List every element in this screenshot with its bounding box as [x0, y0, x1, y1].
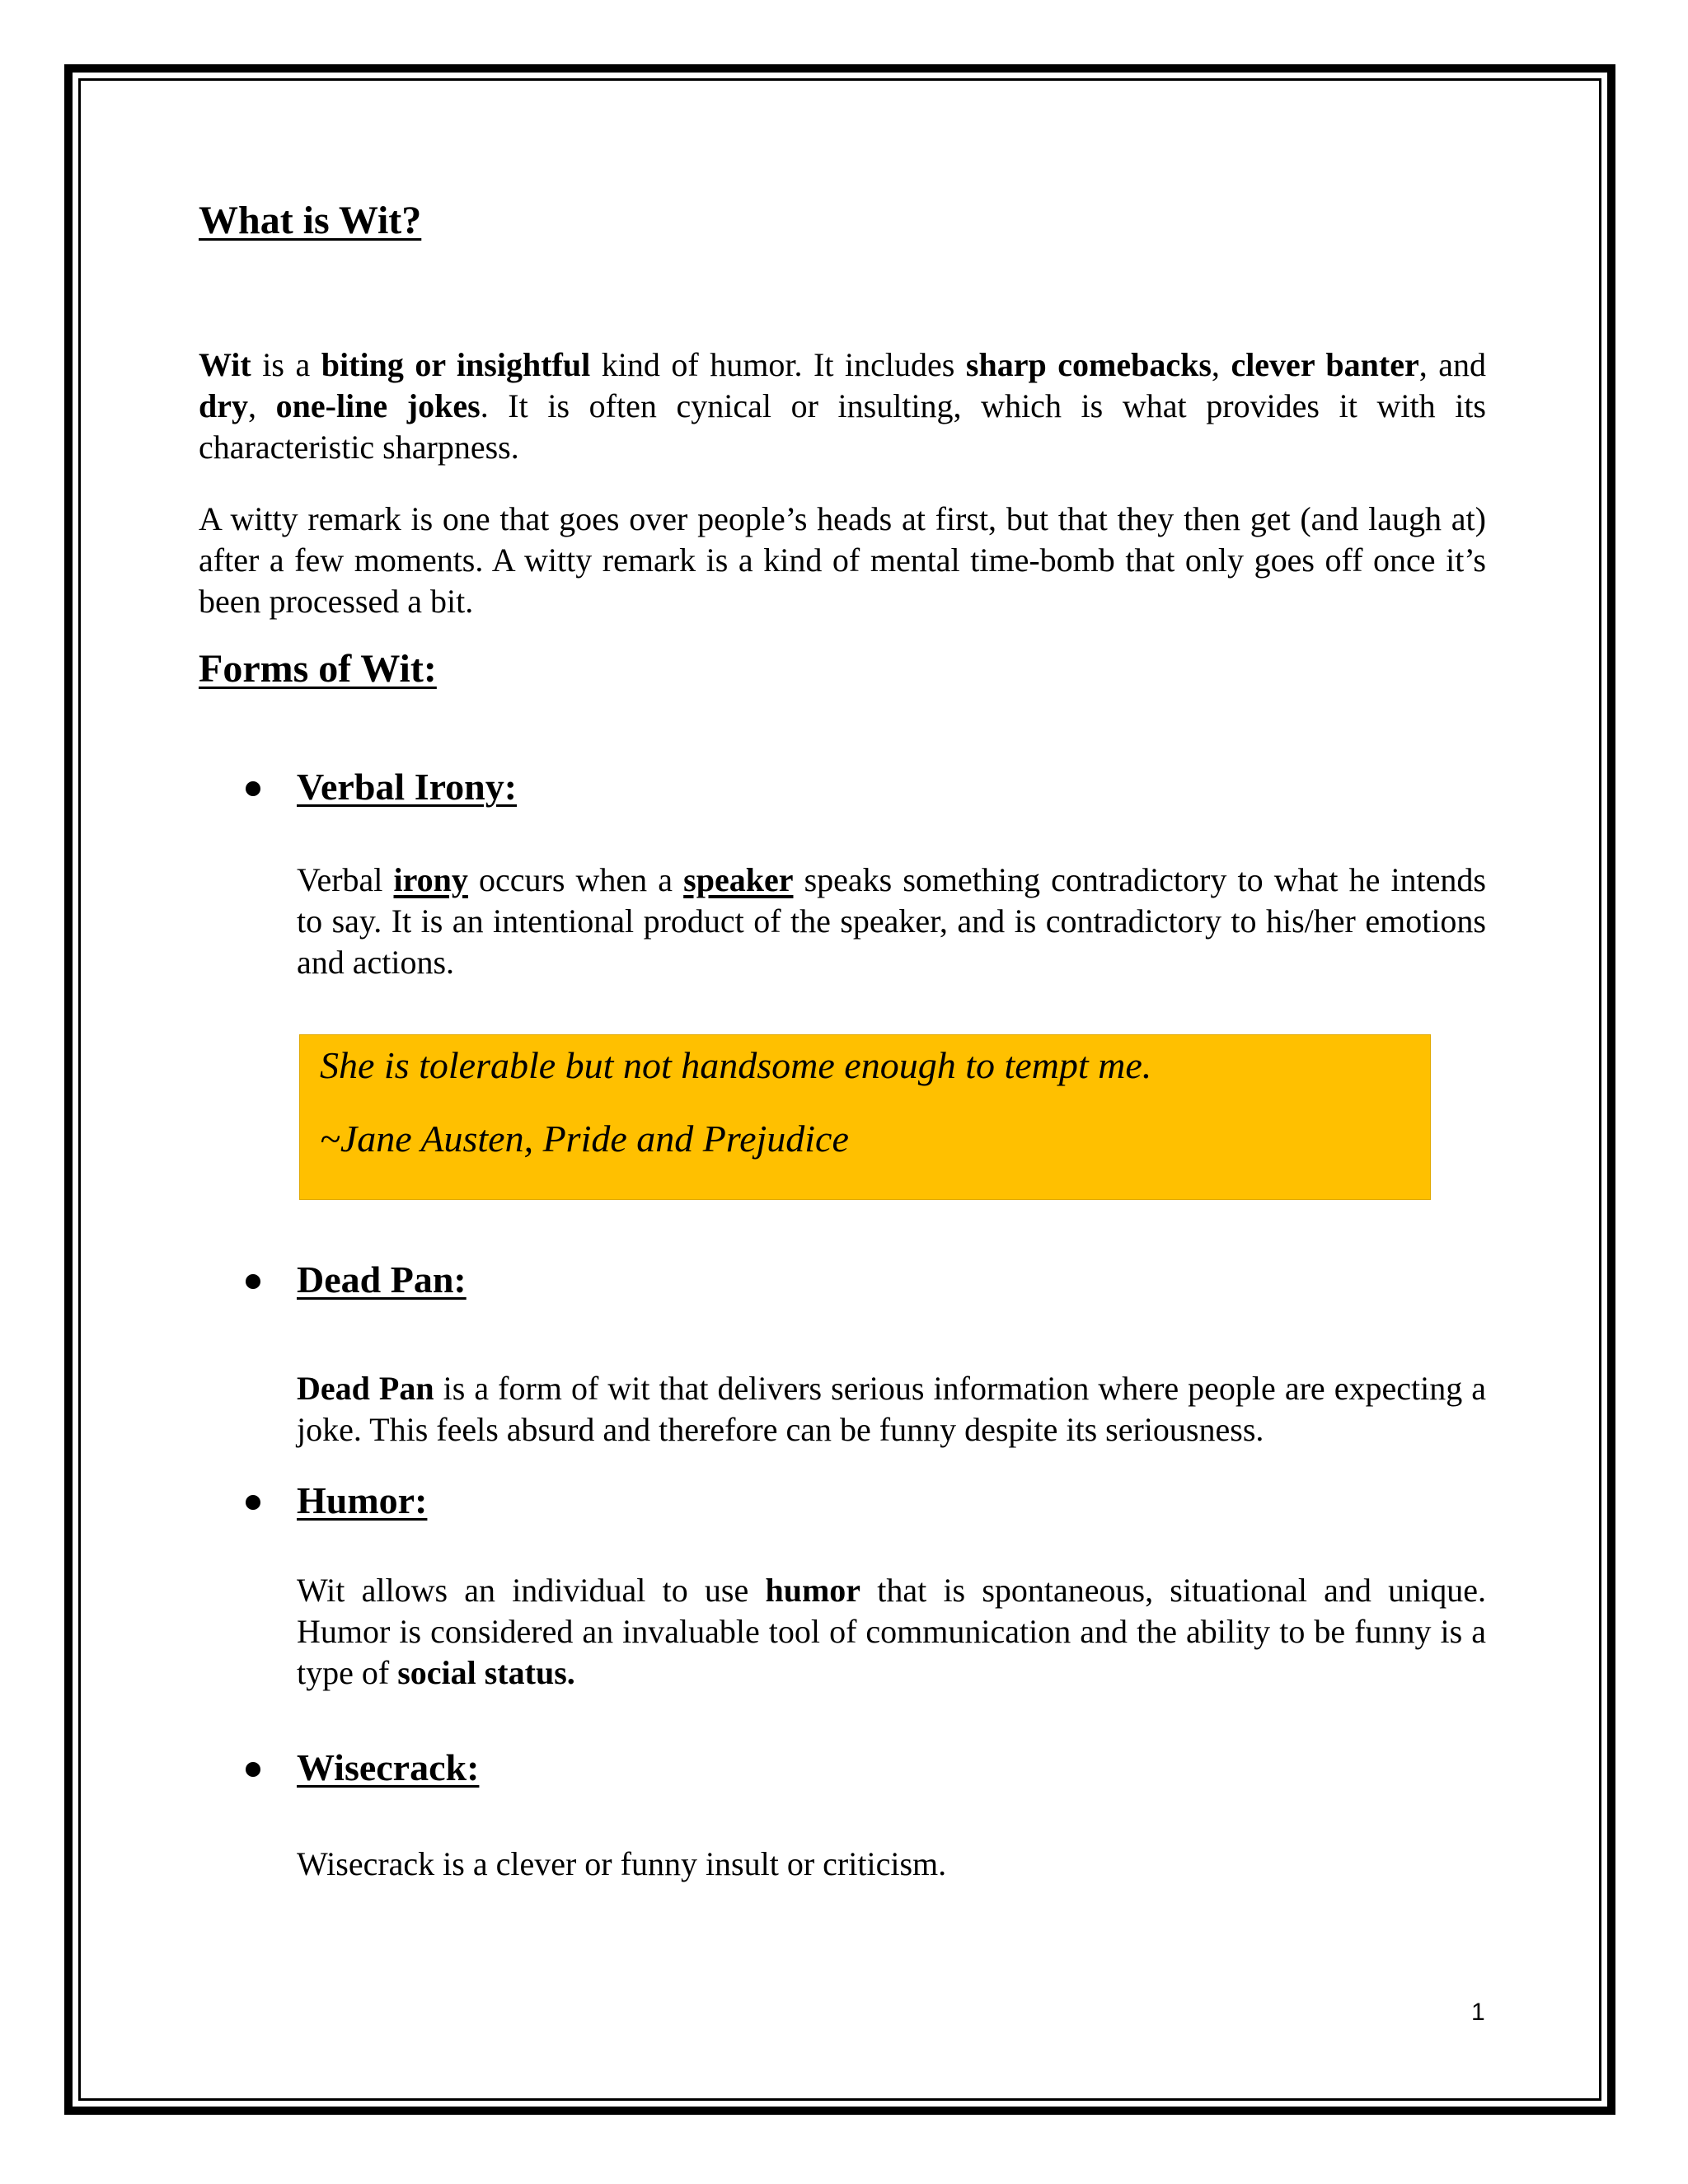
text: , and: [1418, 346, 1487, 383]
page-number: 1: [1471, 1999, 1485, 2026]
verbal-irony-paragraph: [297, 860, 1486, 983]
term-speaker: speaker: [683, 861, 794, 898]
section-title-dead-pan: Dead Pan:: [297, 1258, 467, 1301]
term-irony: irony: [393, 861, 468, 898]
text: Verbal: [297, 861, 394, 898]
bullet-icon: [246, 1762, 260, 1777]
text: is a: [251, 346, 321, 383]
text: kind of humor. It includes: [590, 346, 966, 383]
intro-paragraph-2: A witty remark is one that goes over people’s heads at first, but that they then get (and laugh at) after a few moments. A witty remark is a kind of mental time-bomb that only goes off once it’s been processed a bit.: [199, 500, 1486, 620]
forms-heading: Forms of Wit:: [199, 647, 437, 691]
term-dead-pan: Dead Pan: [297, 1370, 434, 1407]
term-dry: dry: [199, 387, 248, 424]
section-title-wisecrack: Wisecrack:: [297, 1746, 480, 1788]
term-one-line-jokes: one-line jokes: [275, 387, 481, 424]
term-clever-banter: clever banter: [1231, 346, 1419, 383]
text: . It is often cynical or insulting, which is what provides it with its characteristic sharpness.: [199, 387, 1487, 466]
wisecrack-paragraph: Wisecrack is a clever or funny insult or criticism.: [297, 1845, 947, 1882]
text: is a form of wit that delivers serious information where people are expecting a joke. This feels absurd and therefore can be funny despite its seriousness.: [297, 1370, 1486, 1448]
term-wit: Wit: [199, 346, 251, 383]
term-social-status: social status.: [397, 1654, 575, 1691]
bullet-icon: [246, 1495, 260, 1510]
humor-paragraph: [297, 1570, 1486, 1694]
quote-attribution: ~Jane Austen, Pride and Prejudice: [320, 1118, 849, 1160]
quote-text: She is tolerable but not handsome enough to tempt me.: [320, 1044, 1152, 1086]
section-title-humor: Humor:: [297, 1479, 428, 1521]
term-sharp-comebacks: sharp comebacks: [965, 346, 1212, 383]
text: Wit allows an individual to use: [297, 1572, 766, 1609]
quote-box: [299, 1034, 1431, 1200]
text: speaks something contradictory to what he intends to say. It is an intentional product of the speaker, and is contradictory to his/her emotions and actions.: [297, 861, 1486, 981]
text: ,: [1211, 346, 1231, 383]
text: ,: [248, 387, 276, 424]
term-biting: biting or insightful: [321, 346, 591, 383]
intro-paragraph-1: [199, 344, 1486, 468]
bullet-icon: [246, 781, 260, 796]
page-title: What is Wit?: [199, 199, 422, 242]
text: occurs when a: [467, 861, 684, 898]
dead-pan-paragraph: [297, 1368, 1486, 1451]
term-humor: humor: [765, 1572, 861, 1609]
bullet-icon: [246, 1274, 260, 1289]
text: that is spontaneous, situational and unique. Humor is considered an invaluable tool of communication and the ability to be funny is a type of: [297, 1572, 1486, 1691]
section-title-verbal-irony: Verbal Irony:: [297, 766, 518, 808]
